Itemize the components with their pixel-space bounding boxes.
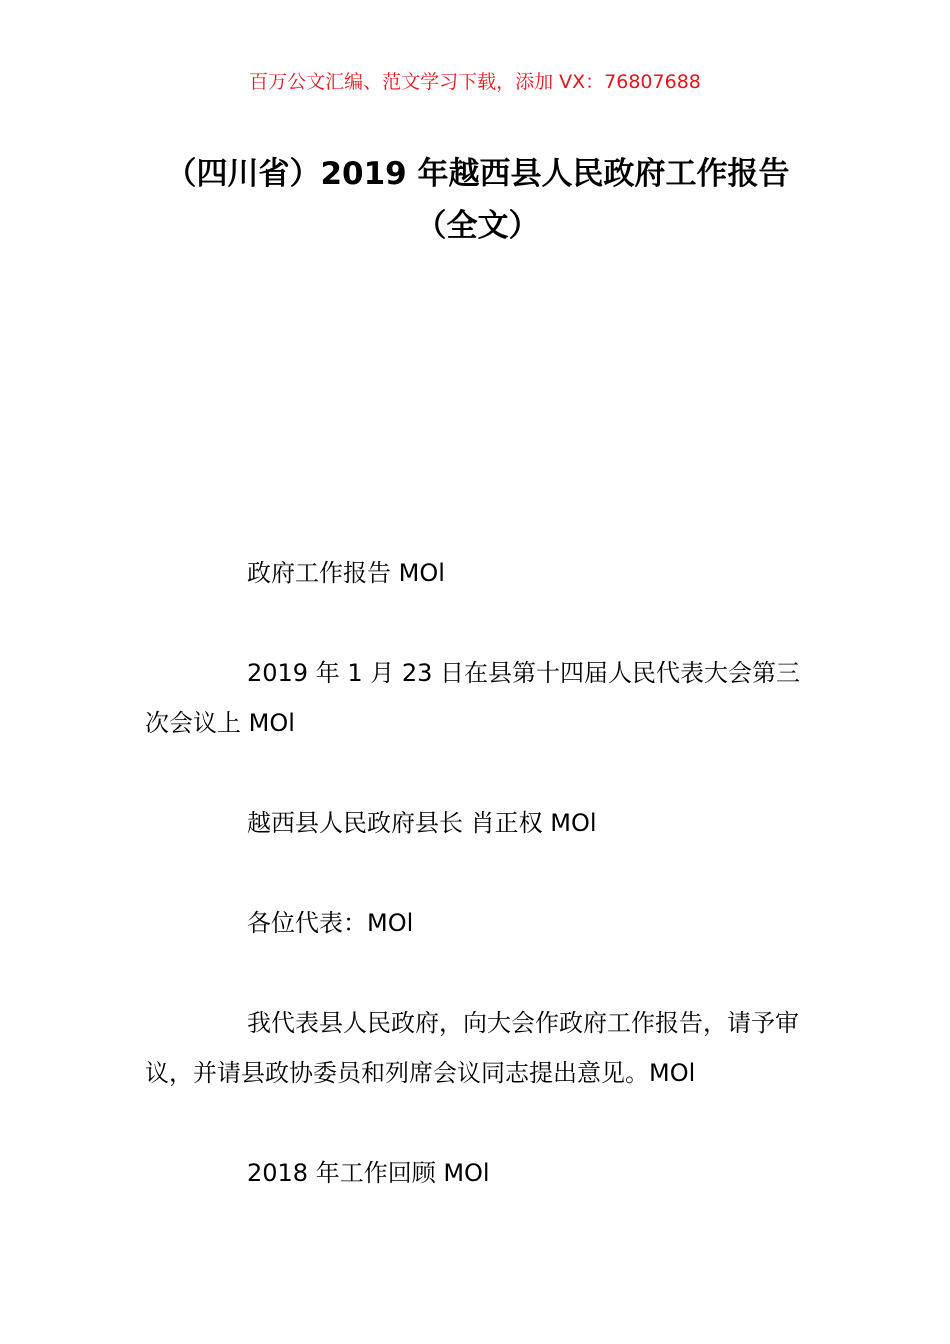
document-title: （四川省）2019 年越西县人民政府工作报告（全文）: [165, 156, 790, 244]
paragraph-meeting-date: 2019 年 1 月 23 日在县第十四届人民代表大会第三次会议上 MOl: [145, 659, 801, 737]
document-body: [145, 548, 810, 1248]
paragraph-speaker: 越西县人民政府县长 肖正权 MOl: [247, 809, 597, 837]
header-watermark-note: 百万公文汇编、范文学习下载，添加 VX：76807688: [249, 71, 701, 93]
paragraph-section-heading: 2018 年工作回顾 MOl: [247, 1159, 490, 1187]
paragraph-salutation: 各位代表：MOl: [247, 909, 414, 937]
paragraph-intro: 我代表县人民政府，向大会作政府工作报告，请予审议，并请县政协委员和列席会议同志提出意见。MOl: [145, 1009, 799, 1087]
paragraph-report-label: 政府工作报告 MOl: [247, 559, 445, 587]
